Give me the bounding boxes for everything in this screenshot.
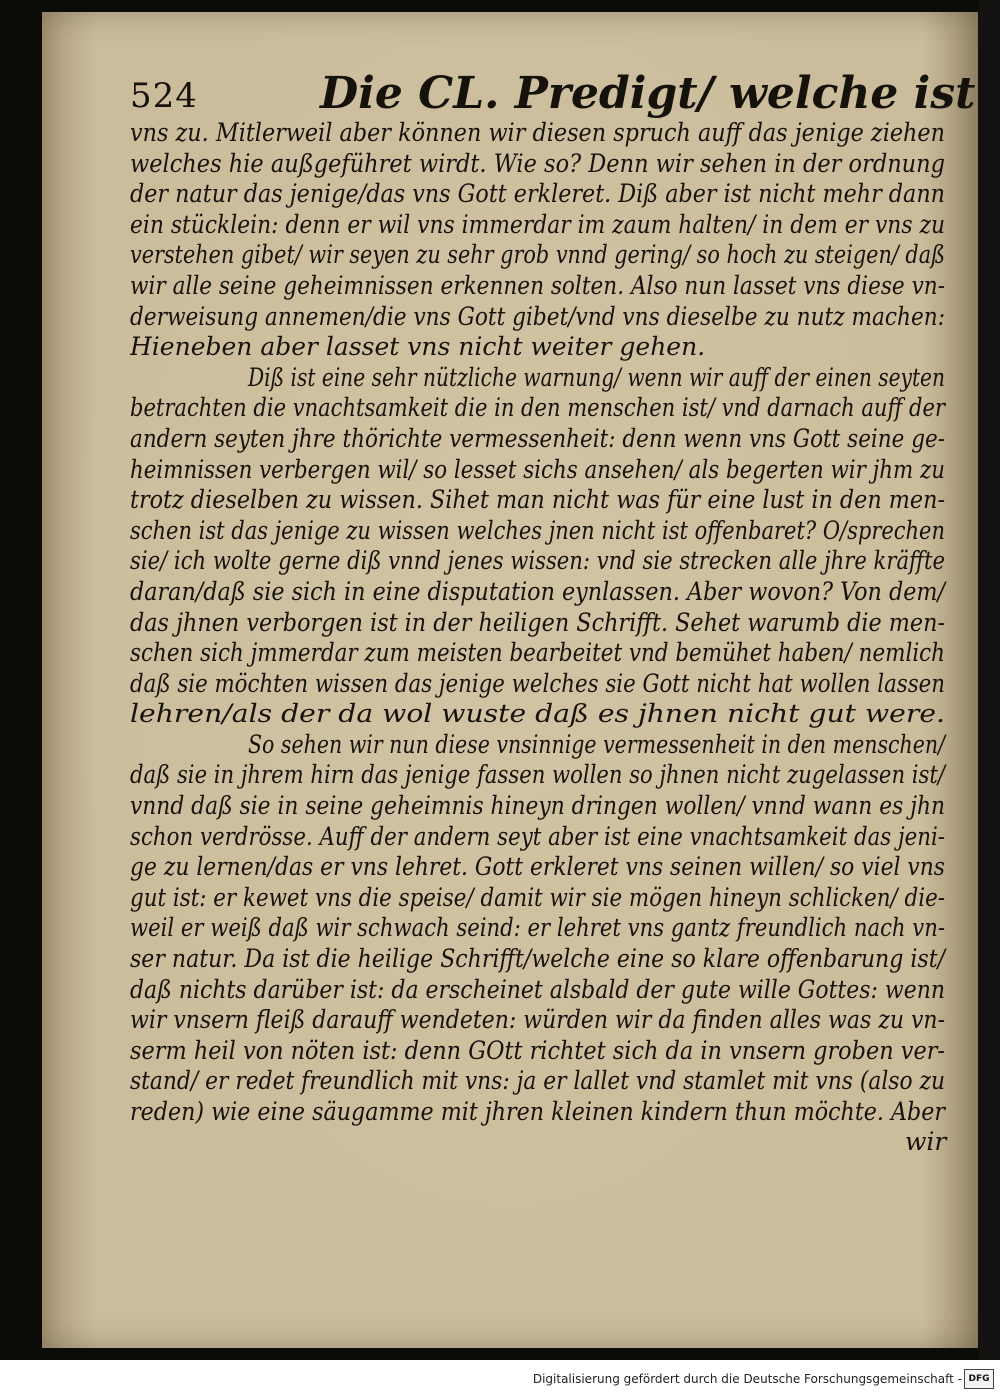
- text-line: betrachten die vnachtsamkeit die in den menschen ist/ vnd darnach auff der: [130, 393, 945, 423]
- text-line: Hieneben aber lasset vns nicht weiter gehen.: [130, 332, 706, 362]
- funding-notice: Digitalisierung gefördert durch die Deutsche Forschungsgemeinschaft -: [532, 1372, 962, 1386]
- text-line: heimnissen verbergen wil/ so lesset sichs ansehen/ als begerten wir jhm zu: [130, 454, 945, 484]
- text-line: verstehen gibet/ wir seyen zu sehr grob vnnd gering/ so hoch zu steigen/ daß: [130, 240, 945, 270]
- catchword: wir: [905, 1127, 947, 1156]
- text-line: andern seyten jhre thörichte vermessenheit: denn wenn vns Gott seine ge-: [130, 423, 945, 453]
- text-line: trotz dieselben zu wissen. Sihet man nicht was für eine lust in den men-: [130, 485, 945, 515]
- text-line: gut ist: er kewet vns die speise/ damit wir sie mögen hineyn schlicken/ die-: [130, 882, 945, 912]
- text-line: ser natur. Da ist die heilige Schrifft/welche eine so klare offenbarung ist/: [130, 944, 945, 974]
- text-line: ein stücklein: denn er wil vns immerdar im zaum halten/ in dem er vns zu: [130, 209, 945, 239]
- text-line: wir alle seine geheimnissen erkennen solten. Also nun lasset vns diese vn-: [130, 270, 945, 300]
- text-line: Diß ist eine sehr nützliche warnung/ wenn wir auff der einen seyten: [248, 362, 945, 392]
- page-number: 524: [130, 76, 198, 116]
- text-line: reden) wie eine säugamme mit jhren kleinen kindern thun möchte. Aber: [130, 1097, 945, 1126]
- text-line: welches hie außgeführet wirdt. Wie so? Denn wir sehen in der ordnung: [130, 148, 945, 178]
- footer-bar: [0, 1362, 1000, 1394]
- text-line: schon verdrösse. Auff der andern seyt aber ist eine vnachtsamkeit das jeni-: [130, 821, 945, 851]
- text-line: vns zu. Mitlerweil aber können wir diesen spruch auff das jenige ziehen: [130, 118, 945, 147]
- text-line: derweisung annemen/die vns Gott gibet/vnd vns dieselbe zu nutz machen:: [130, 301, 945, 331]
- text-line: stand/ er redet freundlich mit vns: ja er lallet vnd stamlet mit vns (also zu: [130, 1066, 945, 1096]
- text-line: daß sie in jhrem hirn das jenige fassen wollen so jhnen nicht zugelassen ist/: [130, 760, 945, 790]
- text-line: sie/ ich wolte gerne diß vnnd jenes wissen: vnd sie strecken alle jhre kräffte: [130, 546, 945, 576]
- running-head: Die CL. Predigt/ welche ist: [320, 68, 976, 119]
- text-line: wir vnsern fleiß darauff wendeten: würden wir da finden alles was zu vn-: [130, 1005, 945, 1035]
- text-line: schen ist das jenige zu wissen welches jnen nicht ist offenbaret? O/sprechen: [130, 515, 945, 545]
- text-line: lehren/als der da wol wuste daß es jhnen nicht gut were.: [130, 699, 945, 729]
- page-header: [130, 62, 976, 122]
- text-line: der natur das jenige/das vns Gott erkleret. Diß aber ist nicht mehr dann: [130, 179, 945, 209]
- text-line: So sehen wir nun diese vnsinnige vermessenheit in den menschen/: [248, 729, 945, 759]
- scan-edge-strip: [978, 0, 1000, 1360]
- text-line: vnnd daß sie in seine geheimnis hineyn dringen wollen/ vnnd wann es jhn: [130, 791, 945, 821]
- text-line: daß nichts darüber ist: da erscheinet alsbald der gute wille Gottes: wenn: [130, 974, 945, 1004]
- body-text: [130, 118, 960, 1128]
- text-line: ge zu lernen/das er vns lehret. Gott erkleret vns seinen willen/ so viel vns: [130, 852, 945, 882]
- text-line: weil er weiß daß wir schwach seind: er lehret vns gantz freundlich nach vn-: [130, 913, 945, 943]
- dfg-logo: DFG: [964, 1369, 994, 1389]
- text-line: daß sie möchten wissen das jenige welches sie Gott nicht hat wollen lassen: [130, 668, 945, 698]
- text-line: schen sich jmmerdar zum meisten bearbeitet vnd bemühet haben/ nemlich: [130, 638, 945, 668]
- text-line: daran/daß sie sich in eine disputation eynlassen. Aber wovon? Von dem/: [130, 576, 945, 606]
- text-line: das jhnen verborgen ist in der heiligen Schrifft. Sehet warumb die men-: [130, 607, 945, 637]
- text-line: serm heil von nöten ist: denn GOtt richtet sich da in vnsern groben ver-: [130, 1035, 945, 1065]
